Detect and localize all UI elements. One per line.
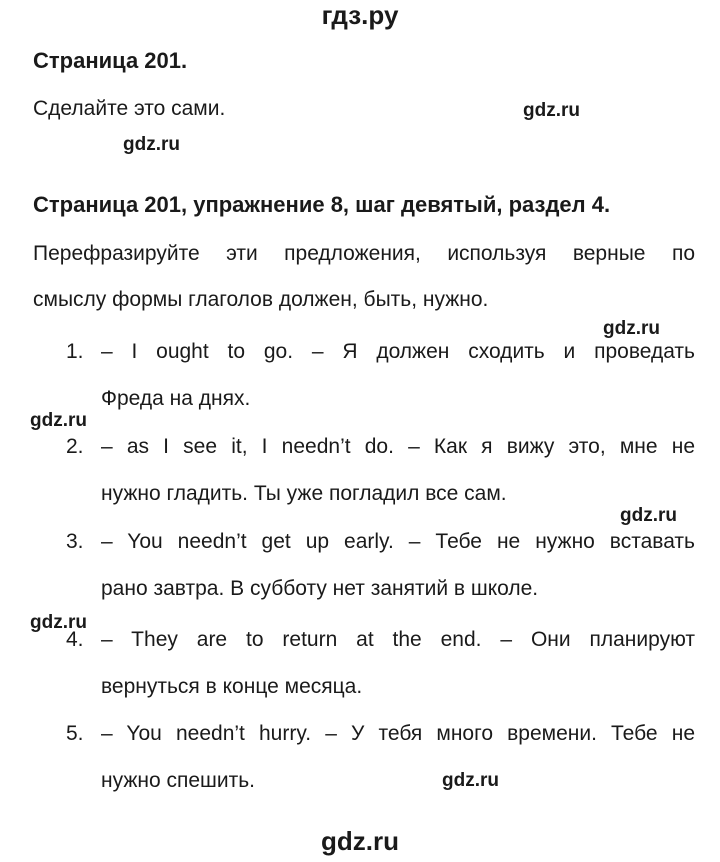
page-title-2: Страница 201, упражнение 8, шаг девятый, раздел 4. bbox=[33, 192, 611, 217]
list-item-line-2: Фреда на днях. bbox=[101, 387, 251, 410]
site-header: гдз.ру bbox=[321, 0, 399, 30]
list-item-line-2: нужно гладить. Ты уже погладил все сам. bbox=[101, 482, 507, 505]
watermark: gdz.ru bbox=[603, 318, 660, 339]
watermark: gdz.ru bbox=[442, 770, 499, 791]
list-item-number: 2. bbox=[66, 435, 84, 458]
site-footer: gdz.ru bbox=[321, 826, 399, 856]
list-item-number: 1. bbox=[66, 340, 84, 363]
list-item-line-1: – You needn’t hurry. – У тебя много времени. Тебе не bbox=[101, 722, 695, 745]
list-item-number: 5. bbox=[66, 722, 84, 745]
list-item-line-2: рано завтра. В субботу нет занятий в школе. bbox=[101, 577, 539, 600]
list-item-line-1: – I ought to go. – Я должен сходить и проведать bbox=[101, 340, 695, 363]
list-item-line-1: – as I see it, I needn’t do. – Как я вижу это, мне не bbox=[101, 435, 695, 458]
list-item-number: 3. bbox=[66, 530, 84, 553]
page-title-1: Страница 201. bbox=[33, 48, 188, 73]
watermark: gdz.ru bbox=[123, 134, 180, 155]
watermark: gdz.ru bbox=[30, 612, 87, 633]
instruction-line-1: Перефразируйте эти предложения, используя верные по bbox=[33, 242, 695, 265]
list-item-number: 4. bbox=[66, 628, 84, 651]
instruction-line-2: смыслу формы глаголов должен, быть, нужно. bbox=[33, 288, 489, 311]
watermark: gdz.ru bbox=[523, 100, 580, 121]
list-item-line-2: нужно спешить. bbox=[101, 769, 256, 792]
list-item-line-2: вернуться в конце месяца. bbox=[101, 675, 363, 698]
do-it-yourself-text: Сделайте это сами. bbox=[33, 97, 226, 120]
list-item-line-1: – You needn’t get up early. – Тебе не нужно вставать bbox=[101, 530, 695, 553]
watermark: gdz.ru bbox=[620, 505, 677, 526]
watermark: gdz.ru bbox=[30, 410, 87, 431]
list-item-line-1: – They are to return at the end. – Они планируют bbox=[101, 628, 695, 651]
